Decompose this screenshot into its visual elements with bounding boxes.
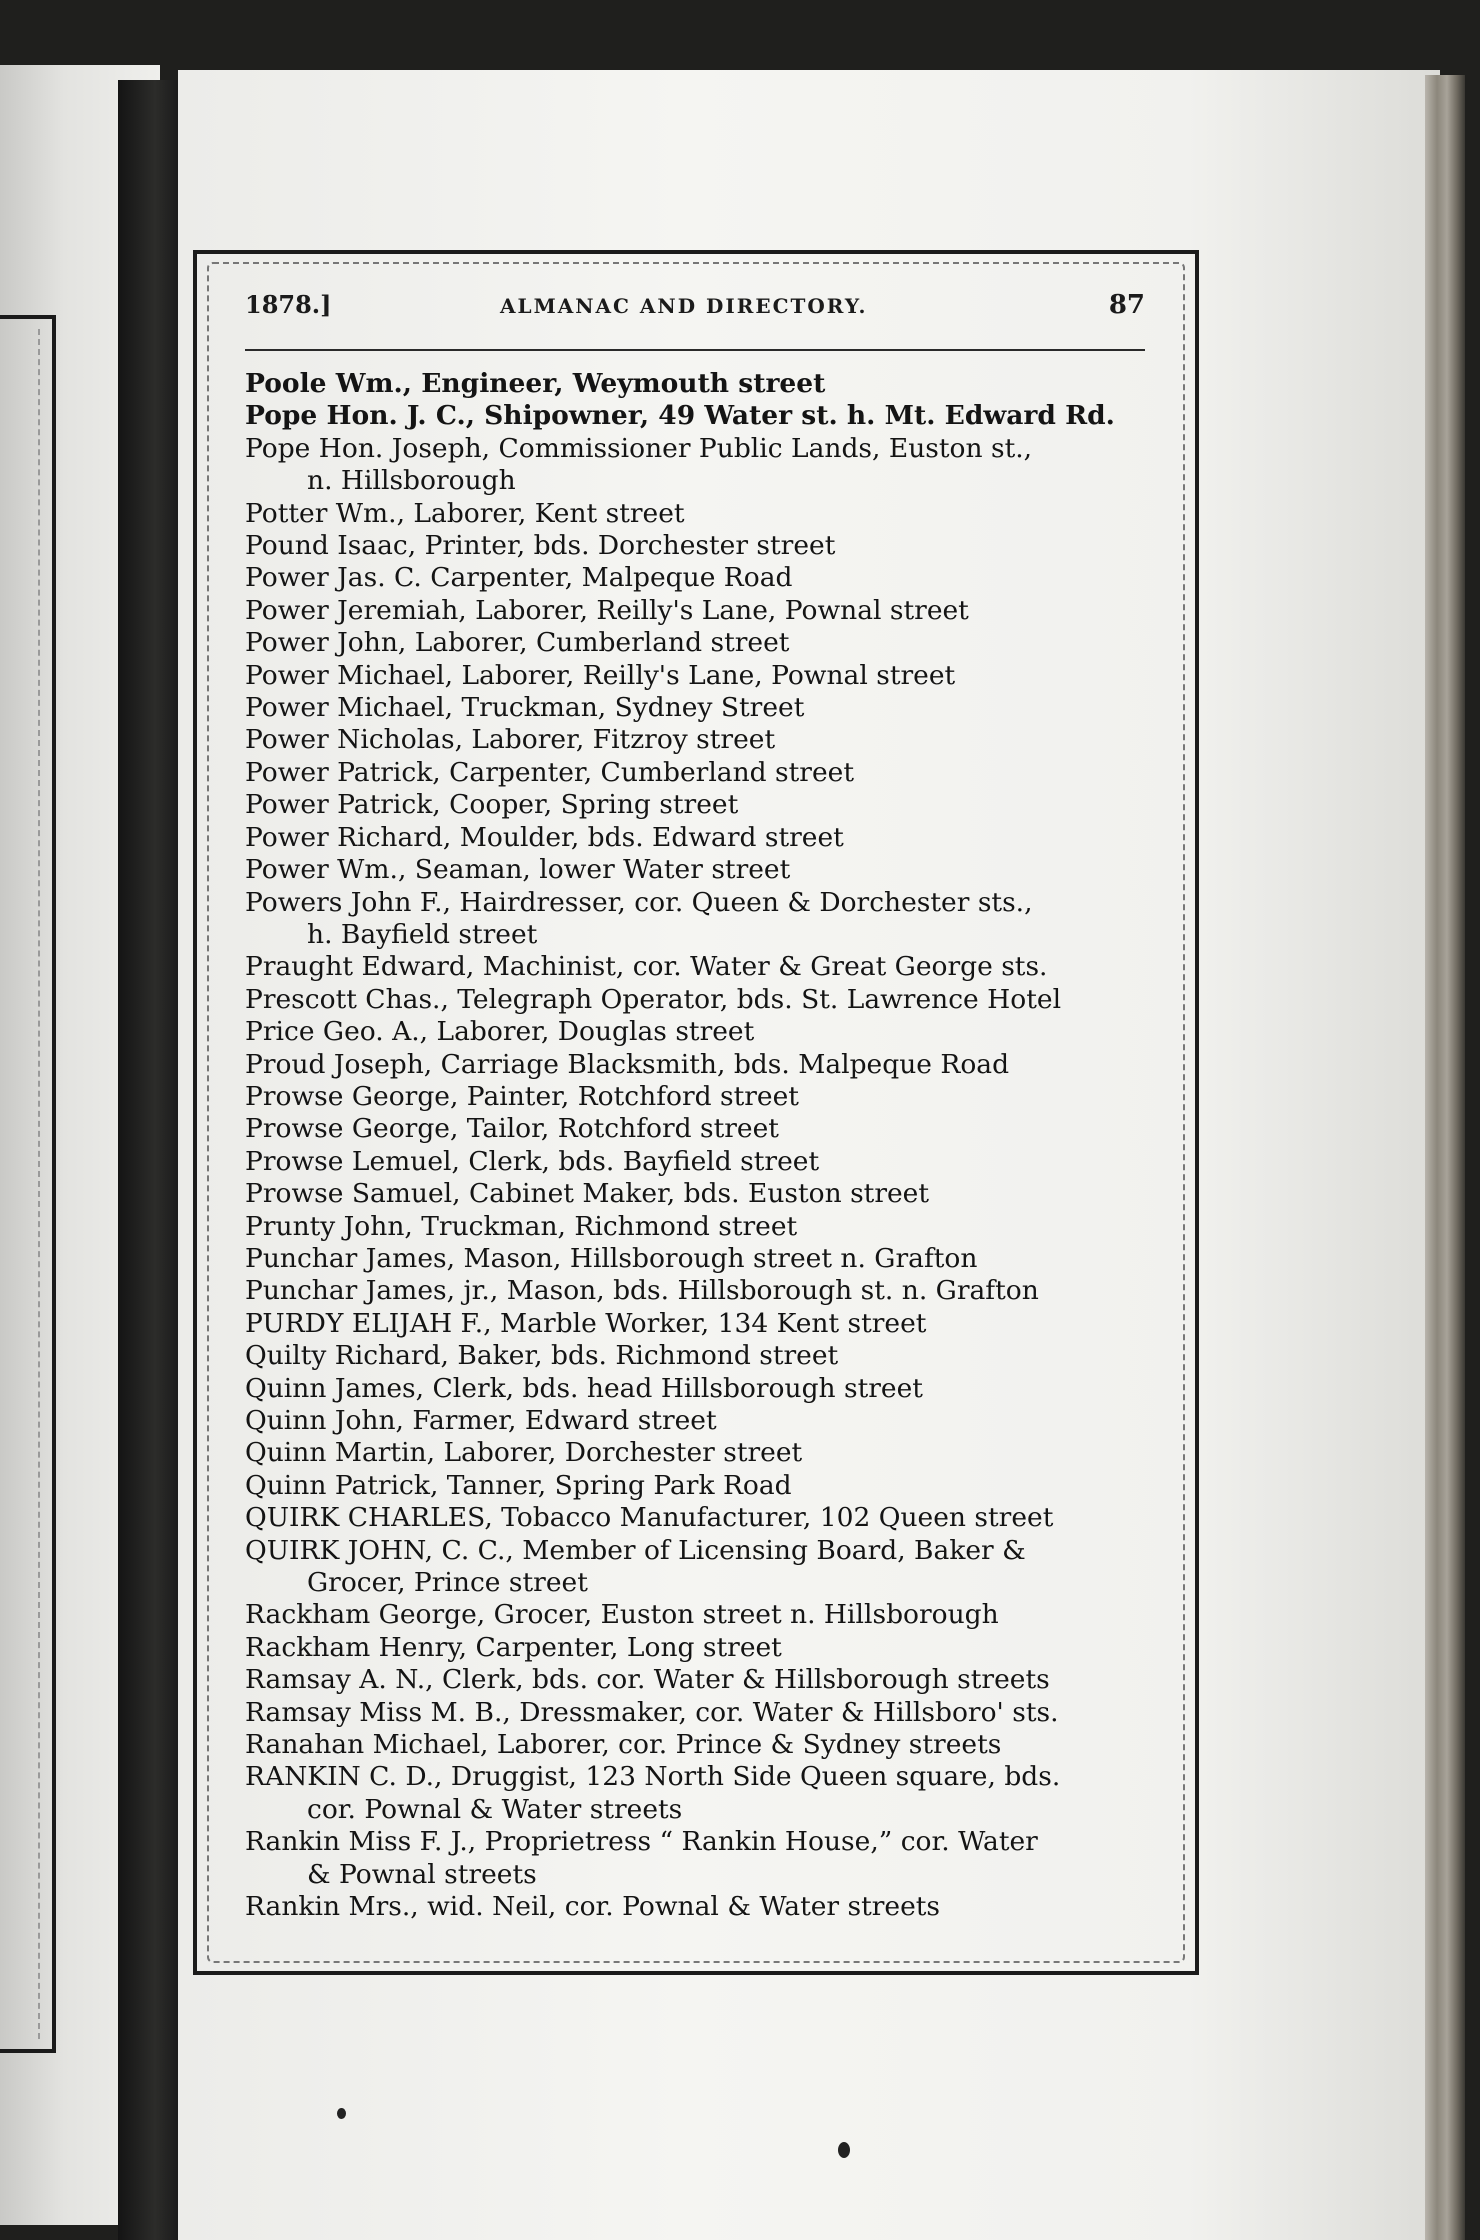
entry-text: Quinn Martin, Laborer, Dorchester street (245, 1437, 803, 1469)
list-item (245, 822, 1195, 854)
list-item (245, 433, 1195, 498)
list-item (245, 1697, 1195, 1729)
entry-text: QUIRK JOHN, C. C., Member of Licensing Board, Baker & (245, 1534, 1026, 1566)
entry-text: Powers John F., Hairdresser, cor. Queen & Dorchester sts., (245, 886, 1033, 918)
entry-text: RANKIN C. D., Druggist, 123 North Side Queen square, bds. (245, 1761, 1061, 1793)
entry-text: Prunty John, Truckman, Richmond street (245, 1210, 798, 1242)
entry-text: Quinn Patrick, Tanner, Spring Park Road (245, 1469, 792, 1501)
page-number: 87 (1108, 290, 1145, 320)
list-item (245, 498, 1195, 530)
entry-text: Power Richard, Moulder, bds. Edward street (245, 821, 844, 853)
entry-text: Ranahan Michael, Laborer, cor. Prince & Sydney streets (245, 1729, 1002, 1761)
list-item (245, 1891, 1195, 1923)
ink-speck (838, 2142, 850, 2158)
list-item (245, 1016, 1195, 1048)
entry-text: Price Geo. A., Laborer, Douglas street (245, 1016, 755, 1048)
list-item (245, 562, 1195, 594)
list-item (245, 530, 1195, 562)
left-page-frame (0, 315, 56, 2053)
entry-text: Praught Edward, Machinist, cor. Water & Great George sts. (245, 951, 1048, 983)
entry-text: PURDY ELIJAH F., Marble Worker, 134 Kent street (245, 1307, 927, 1339)
entry-text: Punchar James, jr., Mason, bds. Hillsborough st. n. Grafton (245, 1275, 1039, 1307)
entry-text: Punchar James, Mason, Hillsborough street n. Grafton (245, 1242, 978, 1274)
list-item (245, 1340, 1195, 1372)
entry-continuation: h. Bayfield street (307, 918, 538, 950)
entry-text: Potter Wm., Laborer, Kent street (245, 497, 685, 529)
list-item (245, 1502, 1195, 1534)
list-item (245, 692, 1195, 724)
entry-text: Power Michael, Truckman, Sydney Street (245, 692, 805, 724)
list-item (245, 1761, 1195, 1826)
list-item (245, 1826, 1195, 1891)
entry-text: Poole Wm., Engineer, Weymouth street (245, 368, 826, 399)
list-item (245, 1470, 1195, 1502)
list-item (245, 400, 1195, 432)
list-item (245, 1113, 1195, 1145)
list-item (245, 1535, 1195, 1600)
entry-text: Pound Isaac, Printer, bds. Dorchester street (245, 530, 836, 562)
entry-text: Prowse George, Tailor, Rotchford street (245, 1113, 779, 1145)
entry-text: Pope Hon. Joseph, Commissioner Public Lands, Euston st., (245, 432, 1033, 464)
entry-text: QUIRK CHARLES, Tobacco Manufacturer, 102 Queen street (245, 1502, 1054, 1534)
list-item (245, 1049, 1195, 1081)
list-item (245, 1146, 1195, 1178)
header-rule (245, 349, 1145, 351)
page-edge (1425, 75, 1465, 2240)
list-item (245, 854, 1195, 886)
list-item (245, 368, 1195, 400)
entry-text: Prescott Chas., Telegraph Operator, bds. St. Lawrence Hotel (245, 983, 1062, 1015)
list-item (245, 887, 1195, 952)
list-item (245, 1599, 1195, 1631)
list-item (245, 1664, 1195, 1696)
entry-text: Power Patrick, Carpenter, Cumberland street (245, 756, 854, 788)
entry-text: Rackham George, Grocer, Euston street n. Hillsborough (245, 1599, 999, 1631)
list-item (245, 595, 1195, 627)
list-item (245, 789, 1195, 821)
entry-text: Quilty Richard, Baker, bds. Richmond street (245, 1340, 839, 1372)
list-item (245, 1729, 1195, 1761)
entry-text: Power Nicholas, Laborer, Fitzroy street (245, 724, 776, 756)
entry-text: Rankin Mrs., wid. Neil, cor. Pownal & Water streets (245, 1891, 941, 1923)
entry-text: Pope Hon. J. C., Shipowner, 49 Water st. h. Mt. Edward Rd. (245, 400, 1115, 432)
list-item (245, 1081, 1195, 1113)
entry-text: Power Patrick, Cooper, Spring street (245, 789, 739, 821)
list-item (245, 1178, 1195, 1210)
header-title: ALMANAC AND DIRECTORY. (500, 294, 868, 318)
list-item (245, 660, 1195, 692)
entry-text: Ramsay Miss M. B., Dressmaker, cor. Water & Hillsboro' sts. (245, 1696, 1059, 1728)
list-item (245, 1211, 1195, 1243)
entry-text: Quinn James, Clerk, bds. head Hillsborough street (245, 1372, 923, 1404)
list-item (245, 1437, 1195, 1469)
entry-continuation: cor. Pownal & Water streets (307, 1793, 683, 1825)
list-item (245, 1373, 1195, 1405)
entry-text: Rackham Henry, Carpenter, Long street (245, 1631, 782, 1663)
entry-text: Proud Joseph, Carriage Blacksmith, bds. Malpeque Road (245, 1048, 1010, 1080)
entry-text: Quinn John, Farmer, Edward street (245, 1405, 717, 1436)
list-item (245, 757, 1195, 789)
entry-continuation: & Pownal streets (307, 1858, 537, 1890)
book-gutter (118, 80, 180, 2240)
list-item (245, 1632, 1195, 1664)
header-year: 1878.] (245, 290, 332, 319)
list-item (245, 1308, 1195, 1340)
page-header (245, 290, 1145, 330)
entry-continuation: n. Hillsborough (307, 465, 516, 497)
directory-entries (245, 368, 1195, 1924)
list-item (245, 951, 1195, 983)
entry-text: Power Jeremiah, Laborer, Reilly's Lane, Pownal street (245, 594, 969, 626)
list-item (245, 1275, 1195, 1307)
ink-speck (337, 2108, 346, 2119)
list-item (245, 1243, 1195, 1275)
entry-text: Power Jas. C. Carpenter, Malpeque Road (245, 562, 793, 594)
entry-text: Prowse Samuel, Cabinet Maker, bds. Euston street (245, 1178, 930, 1210)
list-item (245, 984, 1195, 1016)
entry-continuation: Grocer, Prince street (307, 1567, 588, 1599)
list-item (245, 1405, 1195, 1437)
list-item (245, 724, 1195, 756)
entry-text: Prowse Lemuel, Clerk, bds. Bayfield street (245, 1145, 820, 1177)
entry-text: Ramsay A. N., Clerk, bds. cor. Water & Hillsborough streets (245, 1664, 1050, 1696)
entry-text: Power John, Laborer, Cumberland street (245, 627, 790, 659)
entry-text: Power Michael, Laborer, Reilly's Lane, Pownal street (245, 659, 956, 691)
list-item (245, 627, 1195, 659)
entry-text: Rankin Miss F. J., Proprietress “ Rankin House,” cor. Water (245, 1826, 1038, 1858)
entry-text: Power Wm., Seaman, lower Water street (245, 854, 791, 886)
entry-text: Prowse George, Painter, Rotchford street (245, 1080, 799, 1112)
